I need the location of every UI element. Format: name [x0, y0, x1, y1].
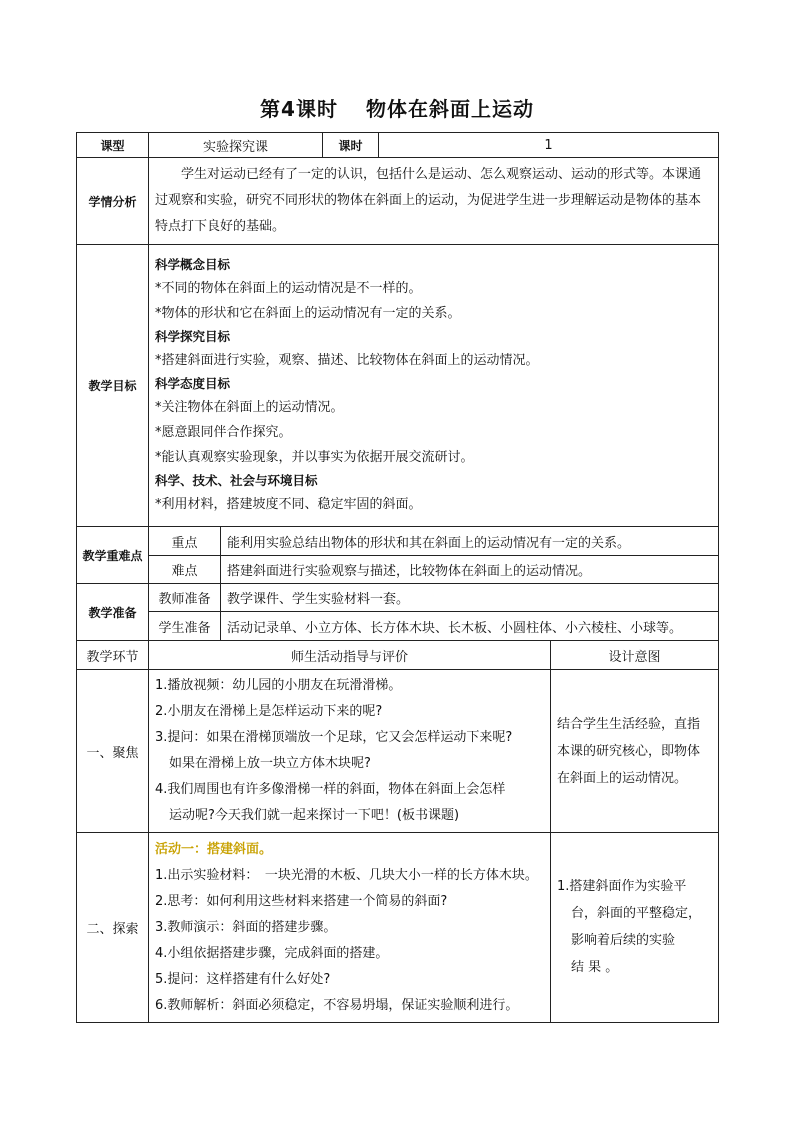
difficulty-row	[77, 556, 719, 584]
focus-text: 能利用实验总结出物体的形状和其在斜面上的运动情况有一定的关系。	[221, 527, 719, 556]
prep-label: 教学准备	[77, 584, 149, 641]
course-type-label: 课型	[77, 133, 149, 158]
design-header: 设计意图	[551, 641, 719, 670]
stage1-design: 结合学生生活经验，直指本课的研究核心，即物体在斜面上的运动情况。	[551, 670, 719, 833]
stage2-item: 3.教师演示：斜面的搭建步骤。	[155, 919, 337, 935]
concept-goal-item: *物体的形状和它在斜面上的运动情况有一定的关系。	[155, 306, 461, 321]
goals-row	[77, 245, 719, 527]
stage2-item: 5.提问：这样搭建有什么好处?	[155, 971, 331, 987]
stage2-design-line: 影响着后续的实验	[571, 933, 676, 948]
stage1-item: 运动呢?今天我们就一起来探讨一下吧！(板书课题)	[169, 808, 460, 823]
lesson-name: 物体在斜面上运动	[365, 97, 534, 121]
inquiry-goal-title: 科学探究目标	[155, 329, 231, 344]
stage2-design-line: 1.搭建斜面作为实验平	[557, 879, 687, 894]
stage1-item: 如果在滑梯上放一块立方体木块呢?	[169, 756, 371, 771]
activity-title: 活动一：搭建斜面。	[155, 841, 273, 857]
lesson-plan-table	[76, 132, 719, 1023]
stage1-activities	[149, 670, 551, 833]
lesson-number: 第4课时	[260, 97, 338, 121]
student-prep-text: 活动记录单、小立方体、长方体木块、长木板、小圆柱体、小六棱柱、小球等。	[221, 612, 719, 641]
student-prep-row	[77, 612, 719, 641]
stage2-design	[551, 833, 719, 1023]
analysis-label: 学情分析	[77, 158, 149, 245]
teacher-prep-row	[77, 584, 719, 612]
page-title	[0, 93, 794, 122]
difficulty-label: 难点	[149, 556, 221, 584]
stage1-label: 一、聚焦	[77, 670, 149, 833]
student-prep-label: 学生准备	[149, 612, 221, 641]
class-hours-label: 课时	[323, 133, 379, 158]
goals-label: 教学目标	[77, 245, 149, 527]
stage2-label: 二、探索	[77, 833, 149, 1023]
stage1-item: 2.小朋友在滑梯上是怎样运动下来的呢?	[155, 704, 383, 719]
concept-goal-title: 科学概念目标	[155, 257, 231, 272]
meta-row	[77, 133, 719, 158]
goals-content	[149, 245, 719, 527]
stage1-item: 1.播放视频：幼儿园的小朋友在玩滑滑梯。	[155, 678, 402, 693]
analysis-text: 学生对运动已经有了一定的认识，包括什么是运动、怎么观察运动、运动的形式等。本课通过观察和实验，研究不同形状的物体在斜面上的运动，为促进学生进一步理解运动是物体的基本特点打下良好的基础。	[149, 158, 719, 245]
stage2-row	[77, 833, 719, 1023]
teacher-prep-text: 教学课件、学生实验材料一套。	[221, 584, 719, 612]
stage1-item: 4.我们周围也有许多像滑梯一样的斜面，物体在斜面上会怎样	[155, 782, 506, 797]
stage-header: 教学环节	[77, 641, 149, 670]
teacher-prep-label: 教师准备	[149, 584, 221, 612]
attitude-goal-item: *愿意跟同伴合作探究。	[155, 425, 292, 440]
attitude-goal-item: *关注物体在斜面上的运动情况。	[155, 400, 344, 415]
attitude-goal-item: *能认真观察实验现象，并以事实为依据开展交流研讨。	[155, 450, 474, 465]
stage1-row	[77, 670, 719, 833]
stse-goal-item: *利用材料，搭建坡度不同、稳定牢固的斜面。	[155, 497, 422, 512]
focus-label: 重点	[149, 527, 221, 556]
attitude-goal-title: 科学态度目标	[155, 376, 231, 391]
process-header-row	[77, 641, 719, 670]
focus-row	[77, 527, 719, 556]
analysis-row	[77, 158, 719, 245]
stage2-item: 6.教师解析：斜面必须稳定，不容易坍塌，保证实验顺利进行。	[155, 997, 519, 1013]
key-label: 教学重难点	[77, 527, 149, 584]
class-hours-value: 1	[379, 133, 719, 158]
inquiry-goal-item: *搭建斜面进行实验，观察、描述、比较物体在斜面上的运动情况。	[155, 353, 539, 368]
stage2-activities	[149, 833, 551, 1023]
difficulty-text: 搭建斜面进行实验观察与描述，比较物体在斜面上的运动情况。	[221, 556, 719, 584]
concept-goal-item: *不同的物体在斜面上的运动情况是不一样的。	[155, 281, 422, 296]
course-type-value: 实验探究课	[149, 133, 323, 158]
stage2-design-line: 台，斜面的平整稳定，	[571, 906, 702, 921]
activity-header: 师生活动指导与评价	[149, 641, 551, 670]
stage2-item: 4.小组依据搭建步骤，完成斜面的搭建。	[155, 945, 389, 961]
stage2-design-line: 结 果 。	[571, 960, 619, 975]
stse-goal-title: 科学、技术、社会与环境目标	[155, 473, 318, 488]
stage2-item: 2.思考：如何利用这些材料来搭建一个简易的斜面?	[155, 893, 448, 909]
stage1-item: 3.提问：如果在滑梯顶端放一个足球，它又会怎样运动下来呢?	[155, 730, 513, 745]
stage2-item: 1.出示实验材料： 一块光滑的木板、几块大小一样的长方体木块。	[155, 867, 538, 883]
